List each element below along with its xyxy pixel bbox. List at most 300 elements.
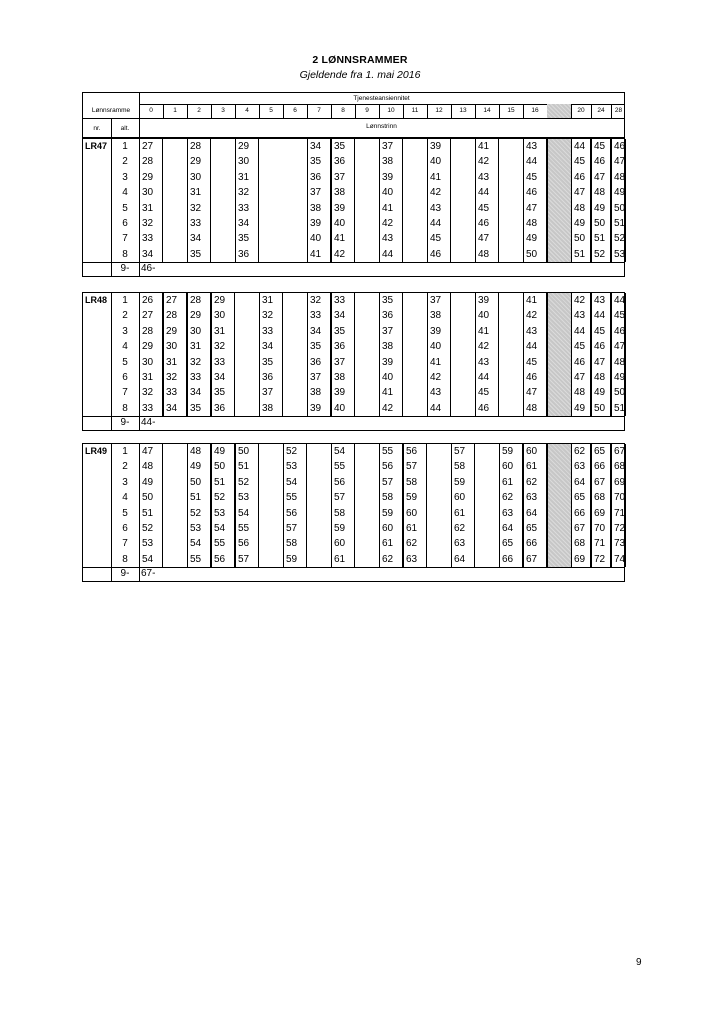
alt-number: 1 [122,141,128,152]
table-cell [403,216,427,231]
table-cell: 45 [523,170,547,185]
table-cell: 46 [591,154,611,169]
table-cell: 44 [427,401,451,416]
table-cell: 66 [591,459,611,474]
table-cell: 32 [187,355,211,370]
table-cell [451,231,475,246]
table-cell [499,139,523,154]
table-cell: 50 [591,401,611,416]
table-cell: 42 [475,154,499,169]
table-cell: 61 [379,536,403,551]
table-cell: 39 [307,401,331,416]
table-cell: 33 [139,231,163,246]
table-cell: 35 [235,231,259,246]
table-cell: 31 [235,170,259,185]
table-cell [355,139,379,154]
table-cell: 44 [523,154,547,169]
table-cell: 67 [523,552,547,567]
table-cell [307,506,331,521]
table-cell: 45 [571,154,591,169]
table-cell: 29 [187,308,211,323]
table-cell: 51 [187,490,211,505]
table-cell: 29 [235,139,259,154]
alt-number: 1 [122,446,128,457]
table-cell: 32 [235,185,259,200]
table-cell: 48 [139,459,163,474]
table-cell [163,459,187,474]
table-cell: 50 [571,231,591,246]
table-cell [259,521,283,536]
table-cell [283,324,307,339]
table-cell: 38 [427,308,451,323]
table-cell: 62 [523,475,547,490]
table-cell: 48 [591,185,611,200]
year-header: 13 [459,107,467,114]
table-cell: 35 [307,339,331,354]
table-cell [211,154,235,169]
table-cell: 56 [331,475,355,490]
table-cell: 44 [379,247,403,262]
table-cell: 34 [235,216,259,231]
table-cell: 32 [307,293,331,308]
table-cell: 34 [259,339,283,354]
table-cell [235,293,259,308]
table-cell [163,247,187,262]
table-cell [451,324,475,339]
table-cell: 31 [163,355,187,370]
table-cell: 48 [591,370,611,385]
table-cell: 68 [611,459,626,474]
table-cell [355,552,379,567]
table-cell: 60 [403,506,427,521]
alt-number: 7 [122,233,128,245]
table-cell [211,216,235,231]
table-cell: 47 [611,154,626,169]
table-cell [307,552,331,567]
table-cell: 36 [211,401,235,416]
table-cell [355,444,379,459]
table-cell [211,170,235,185]
table-cell: 66 [571,506,591,521]
table-cell [163,536,187,551]
table-cell: 46 [571,355,591,370]
year-header: 14 [483,107,491,114]
table-cell: 45 [571,339,591,354]
table-cell: 52 [139,521,163,536]
table-cell: 40 [475,308,499,323]
table-cell: 45 [591,139,611,154]
table-cell: 42 [379,216,403,231]
table-cell: 35 [187,247,211,262]
table-cell [163,444,187,459]
alt-number: 9- [120,263,130,275]
table-cell: 43 [475,355,499,370]
table-cell: 64 [451,552,475,567]
table-cell [355,459,379,474]
table-cell [427,536,451,551]
table-cell: 52 [611,231,626,246]
table-cell [451,293,475,308]
table-cell: 33 [235,201,259,216]
page-number: 9 [636,957,642,968]
table-cell: 57 [403,459,427,474]
table-cell [259,459,283,474]
table-cell: 59 [283,552,307,567]
table-cell [259,247,283,262]
table-cell [499,385,523,400]
table-cell: 46 [591,339,611,354]
table-cell: 41 [379,201,403,216]
table-cell: 58 [379,490,403,505]
table-cell [307,490,331,505]
table-cell [451,370,475,385]
table-cell [259,216,283,231]
table-cell: 55 [187,552,211,567]
table-cell: 36 [331,154,355,169]
table-cell: 59 [379,506,403,521]
table-cell: 30 [139,185,163,200]
table-cell: 42 [427,370,451,385]
table-cell: 40 [331,216,355,231]
alt-number: 5 [122,356,128,368]
table-cell: 50 [211,459,235,474]
table-cell: 68 [591,490,611,505]
table-cell: 37 [331,355,355,370]
table-cell: 69 [571,552,591,567]
table-cell: 54 [187,536,211,551]
table-cell: 37 [379,139,403,154]
year-header: 9 [365,107,369,114]
table-cell: 50 [235,444,259,459]
table-cell: 33 [163,385,187,400]
table-cell: 54 [283,475,307,490]
table-cell: 72 [611,521,626,536]
table-cell [451,170,475,185]
table-cell: 35 [379,293,403,308]
table-cell: 46 [523,370,547,385]
table-cell: 47 [611,339,626,354]
table-cell: 60 [331,536,355,551]
table-cell: 49 [571,216,591,231]
table-cell [499,370,523,385]
table-cell: 41 [475,324,499,339]
table-cell: 40 [307,231,331,246]
table-cell [499,324,523,339]
table-cell: 65 [591,444,611,459]
table-cell: 49 [611,185,626,200]
table-cell [499,293,523,308]
table-cell: 52 [591,247,611,262]
table-cell: 31 [139,370,163,385]
table-cell [355,401,379,416]
table-cell: 31 [187,185,211,200]
table-cell: 59 [403,490,427,505]
table-cell: 54 [235,506,259,521]
table-header [82,92,625,138]
table-cell: 53 [211,506,235,521]
salary-frame-lr49 [82,443,625,582]
table-cell: 71 [591,536,611,551]
table-cell [427,459,451,474]
table-cell [259,552,283,567]
table-cell [283,170,307,185]
table-cell: 47 [591,170,611,185]
table-cell: 29 [139,339,163,354]
table-cell: 35 [259,355,283,370]
table-cell: 30 [187,324,211,339]
table-cell [163,490,187,505]
table-cell: 45 [475,385,499,400]
table-cell: 56 [283,506,307,521]
table-cell: 44 [611,293,626,308]
alt-number: 8 [122,248,128,260]
table-cell: 48 [475,247,499,262]
table-cell: 36 [307,170,331,185]
table-cell [163,231,187,246]
year-header: 10 [387,107,395,114]
table-cell: 27 [139,308,163,323]
table-cell [259,506,283,521]
table-cell: 39 [475,293,499,308]
table-cell: 39 [379,170,403,185]
table-cell: 60 [379,521,403,536]
table-cell: 34 [163,401,187,416]
year-header: 5 [269,107,273,114]
nr-label: nr. [93,125,101,132]
table-cell: 53 [139,536,163,551]
table-cell: 51 [571,247,591,262]
table-cell: 51 [211,475,235,490]
table-cell [211,201,235,216]
table-cell: 29 [211,293,235,308]
salary-frame-lr47 [82,138,625,277]
table-cell [475,552,499,567]
table-cell: 48 [571,385,591,400]
table-cell: 69 [591,506,611,521]
table-cell: 56 [235,536,259,551]
table-cell: 38 [379,154,403,169]
year-header: 7 [317,107,321,114]
extra-value: 44- [141,417,156,429]
table-cell: 47 [523,385,547,400]
table-cell: 44 [571,139,591,154]
table-cell [307,536,331,551]
table-cell [355,506,379,521]
table-cell: 30 [139,355,163,370]
table-cell [475,490,499,505]
table-cell: 29 [139,170,163,185]
table-cell: 53 [235,490,259,505]
table-cell: 46 [571,170,591,185]
table-cell [283,293,307,308]
table-cell [235,324,259,339]
table-cell: 39 [427,324,451,339]
table-cell [283,201,307,216]
table-cell [259,536,283,551]
table-cell: 42 [571,293,591,308]
table-cell [355,355,379,370]
table-cell: 49 [571,401,591,416]
table-cell [355,293,379,308]
table-cell [499,401,523,416]
table-cell [355,170,379,185]
table-cell: 33 [187,216,211,231]
table-cell: 37 [427,293,451,308]
table-cell [163,552,187,567]
table-cell: 27 [139,139,163,154]
table-cell [475,444,499,459]
page-subtitle: Gjeldende fra 1. mai 2016 [299,69,421,81]
table-cell: 38 [259,401,283,416]
alt-number: 8 [122,402,128,414]
shaded-column [547,444,571,567]
table-cell: 52 [187,506,211,521]
table-cell: 32 [187,201,211,216]
table-cell [355,154,379,169]
table-cell: 50 [187,475,211,490]
table-cell [403,154,427,169]
table-cell: 55 [379,444,403,459]
table-cell [355,201,379,216]
table-cell [283,401,307,416]
table-cell: 37 [379,324,403,339]
table-cell: 63 [403,552,427,567]
table-cell [259,231,283,246]
table-cell: 55 [283,490,307,505]
table-cell: 51 [611,401,626,416]
table-cell: 46 [427,247,451,262]
table-cell: 64 [571,475,591,490]
table-cell: 66 [499,552,523,567]
table-cell: 43 [523,324,547,339]
year-header [547,105,571,116]
table-cell: 53 [187,521,211,536]
table-cell [355,324,379,339]
table-cell: 28 [187,139,211,154]
table-cell: 36 [331,339,355,354]
table-cell: 64 [523,506,547,521]
table-cell: 43 [427,201,451,216]
table-cell: 67 [591,475,611,490]
table-cell: 38 [307,201,331,216]
table-cell: 30 [163,339,187,354]
table-cell: 48 [187,444,211,459]
table-cell: 47 [571,370,591,385]
table-cell [307,459,331,474]
table-cell [211,185,235,200]
table-cell [499,231,523,246]
table-cell: 39 [331,385,355,400]
table-cell [211,139,235,154]
table-cell [163,154,187,169]
table-cell [499,154,523,169]
table-cell [475,475,499,490]
table-cell: 34 [211,370,235,385]
table-cell: 44 [523,339,547,354]
table-cell [355,490,379,505]
table-cell: 42 [331,247,355,262]
table-cell [355,247,379,262]
table-cell: 36 [259,370,283,385]
table-cell: 63 [451,536,475,551]
alt-number: 3 [122,325,128,337]
table-cell: 53 [283,459,307,474]
table-cell: 50 [591,216,611,231]
table-cell: 49 [591,385,611,400]
table-cell: 46 [475,216,499,231]
table-cell: 38 [379,339,403,354]
table-cell [355,216,379,231]
table-cell: 31 [139,201,163,216]
table-cell: 33 [307,308,331,323]
table-cell: 46 [523,185,547,200]
table-cell: 61 [451,506,475,521]
table-cell: 31 [259,293,283,308]
year-header: 15 [507,107,515,114]
table-cell: 43 [379,231,403,246]
table-cell [403,247,427,262]
table-cell: 36 [379,308,403,323]
table-cell: 36 [235,247,259,262]
table-cell: 62 [403,536,427,551]
table-cell: 28 [187,293,211,308]
alt-number: 5 [122,507,128,519]
table-cell [403,201,427,216]
table-cell: 58 [283,536,307,551]
table-cell [355,231,379,246]
table-cell: 34 [331,308,355,323]
year-header: 28 [614,107,623,114]
alt-number: 4 [122,492,128,504]
table-cell: 47 [475,231,499,246]
table-cell [451,139,475,154]
table-cell: 35 [211,385,235,400]
table-cell [283,370,307,385]
table-cell: 51 [139,506,163,521]
table-cell [499,201,523,216]
table-cell [259,475,283,490]
table-cell: 47 [591,355,611,370]
table-cell: 62 [499,490,523,505]
table-cell: 39 [427,139,451,154]
year-header: 0 [149,107,153,114]
table-cell: 45 [427,231,451,246]
table-cell [355,339,379,354]
table-cell [403,293,427,308]
table-cell: 59 [451,475,475,490]
table-cell [259,490,283,505]
table-cell [355,475,379,490]
table-cell [259,201,283,216]
table-cell: 38 [307,385,331,400]
table-cell: 34 [307,139,331,154]
table-cell: 30 [211,308,235,323]
table-cell [163,506,187,521]
table-cell [451,247,475,262]
table-cell: 61 [523,459,547,474]
table-cell: 49 [139,475,163,490]
year-header: 12 [435,107,443,114]
table-cell: 31 [187,339,211,354]
table-cell [259,170,283,185]
alt-number: 6 [122,523,128,534]
table-cell [355,521,379,536]
table-cell: 34 [307,324,331,339]
table-cell: 41 [427,170,451,185]
alt-number: 9- [120,417,130,429]
table-cell: 73 [611,536,626,551]
table-cell: 47 [139,444,163,459]
